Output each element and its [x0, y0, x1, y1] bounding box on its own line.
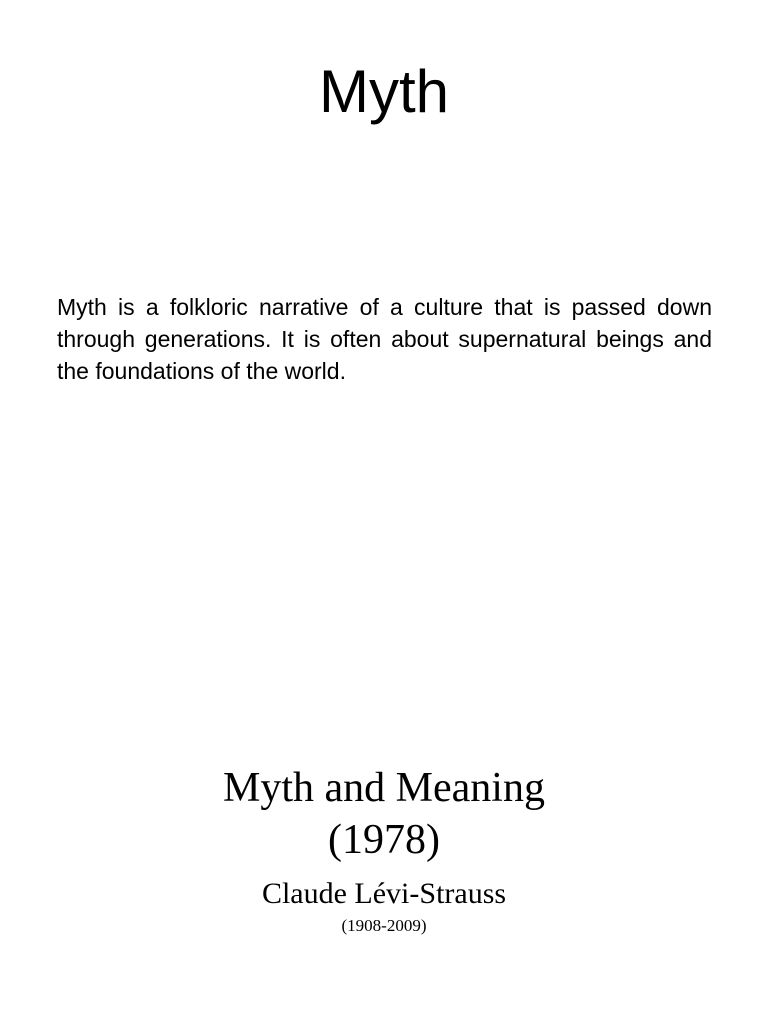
book-author: Claude Lévi-Strauss: [261, 877, 507, 910]
book-year: (1978): [328, 817, 440, 863]
book-title: Myth and Meaning: [223, 765, 545, 811]
book-citation: [0, 762, 768, 938]
page-title: Myth: [318, 58, 450, 125]
author-dates: (1908-2009): [341, 916, 427, 935]
definition-paragraph: Myth is a folkloric narrative of a culture that is passed down through generations. It is often about supernatural beings and the foundations of the world.: [57, 294, 712, 384]
